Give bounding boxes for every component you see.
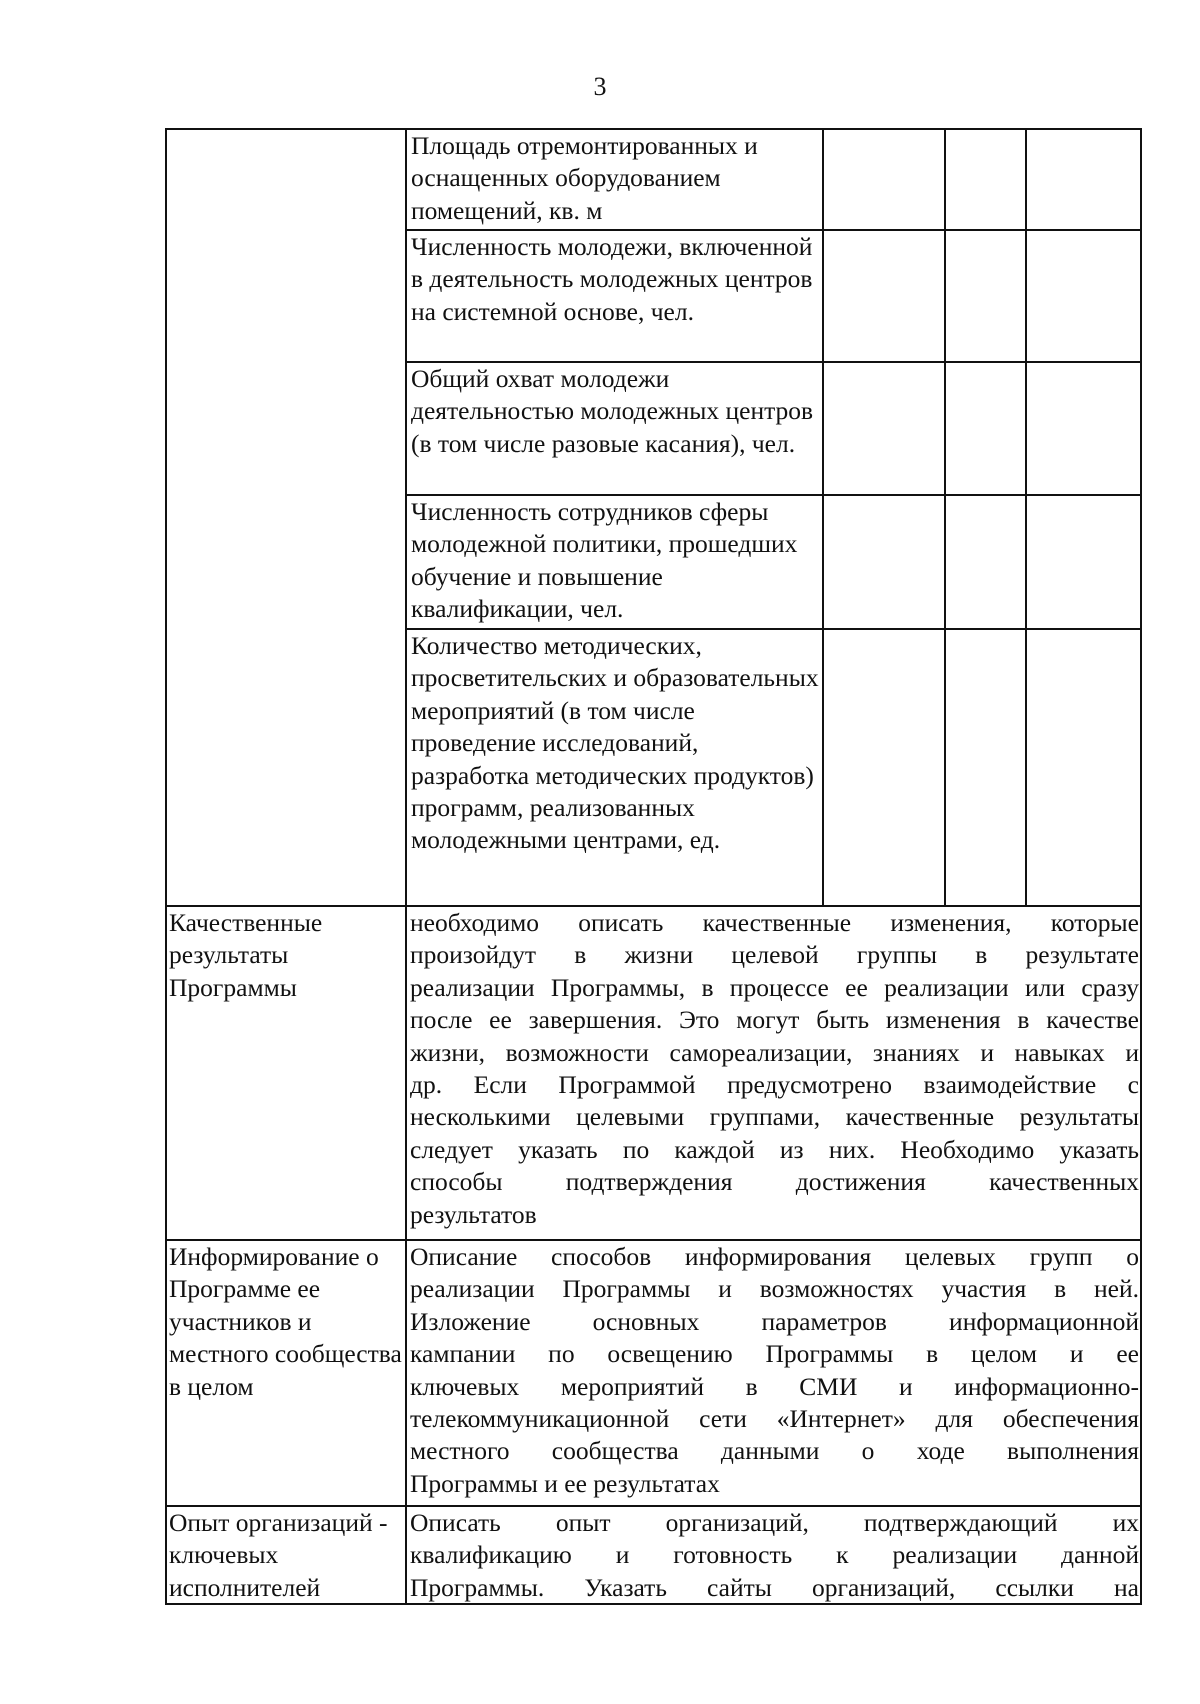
indicator-youth-systemic: Численность молодежи, включенной в деятельность молодежных центров на системной основе, чел.	[411, 232, 813, 326]
indicator-events-count: Количество методических, просветительских и образовательных мероприятий (в том числе проведение исследований, разработка методических продуктов) программ, реализованных молодежными центрами, ед.	[411, 631, 819, 855]
program-table	[165, 128, 1142, 1605]
indicator-youth-coverage: Общий охват молодежи деятельностью молодежных центров (в том числе разовые касания), чел.	[411, 364, 814, 458]
row-divider	[407, 229, 1140, 231]
column-divider	[1025, 130, 1027, 905]
indicator-staff-training: Численность сотрудников сферы молодежной политики, прошедших обучение и повышение квалификации, чел.	[411, 497, 798, 624]
column-divider	[944, 130, 946, 905]
description-informing: Описание способов информирования целевых групп о реализации Программы и возможностях участия в ней. Изложение основных параметров информационной кампании по освещению Программы в целом и ее ключевых мероприятий в СМИ и информационно- телекоммуникационной сети «Интернет» для обеспечения местного сообщества данными о ходе выполнения Программы и ее результатах	[410, 1242, 1139, 1498]
description-experience: Описать опыт организаций, подтверждающий их квалификацию и готовность к реализации данной Программы. Указать сайты организаций, ссылки на	[410, 1508, 1139, 1602]
row-divider	[407, 494, 1140, 496]
label-informing: Информирование о Программе ее участников и местного сообщества в целом	[169, 1242, 402, 1401]
row-divider	[167, 1239, 1140, 1241]
row-divider	[407, 628, 1140, 630]
page-number: 3	[593, 72, 607, 101]
label-experience: Опыт организаций - ключевых исполнителей	[169, 1508, 388, 1602]
indicator-area: Площадь отремонтированных и оснащенных оборудованием помещений, кв. м	[411, 131, 758, 225]
row-divider	[407, 361, 1140, 363]
description-qualitative-results: необходимо описать качественные изменения, которые произойдут в жизни целевой группы в результате реализации Программы, в процессе ее реализации или сразу после ее завершения. Это могут быть изменения в качестве жизни, возможности самореализации, знаниях и навыках и др. Если Программой предусмотрено взаимодействие с несколькими целевыми группами, качественные результаты следует указать по каждой из них. Необходимо указать способы подтверждения достижения качественных результатов	[410, 908, 1139, 1229]
row-divider	[167, 905, 1140, 907]
column-divider	[822, 130, 824, 905]
column-divider	[405, 130, 407, 1603]
label-qualitative-results: Качественные результаты Программы	[169, 908, 323, 1002]
row-divider	[167, 1505, 1140, 1507]
